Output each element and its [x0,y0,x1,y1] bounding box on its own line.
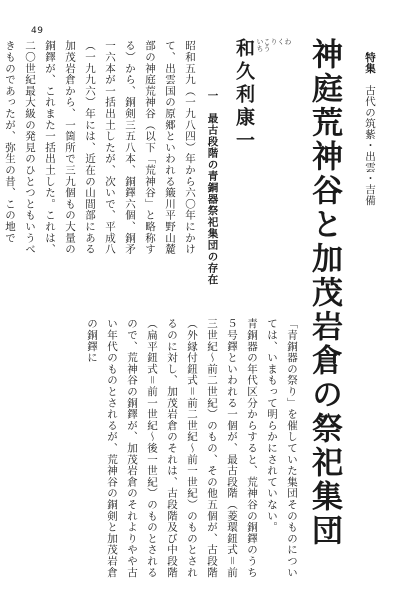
ruby-0: わ [284,38,292,45]
section-heading-text: 最古段階の青銅器祭祀集団の存在 [206,113,219,286]
ruby-3: こう [263,38,271,52]
section-number: 一 [206,90,219,102]
lower-paragraph: 青銅器の年代区分からすると、荒神谷の銅鐸のうち５号鐸といわれる一個が、最古段階（菱環鈕式＝前三世紀～前二世紀）のもの、その他五個が、古段階（外縁付鈕式＝前二世紀～前一世紀）のものとされるのに対し、加茂岩倉のそれは、古段階及び中段階（扁平鈕式＝前一世紀～後一世紀）のものとされるので、荒神谷の銅鐸が、加茂岩倉のそれよりやや古い年代のものとされるが、荒神谷の銅剣と加茂岩倉の銅鐸に [86,318,258,578]
ruby-4: いち [256,38,264,52]
body-text-lower [22,318,302,588]
feature-subtitle: 古代の筑紫・出雲・吉備 [364,85,376,206]
author-name: 和久利康一 [233,38,255,153]
feature-label: 特集 [364,52,376,74]
ruby-1: く [277,38,285,45]
article-title: 神庭荒神谷と加茂岩倉の祭祀集団 [306,38,342,548]
body-paragraph: 昭和五九（一九八四）年から六〇年にかけて、出雲国の原郷といわれる簸川平野山麓部の神庭荒神谷（以下「荒神谷」と略称する）から、銅剣三五八本、銅鐸六個、銅矛一六本が一括出土したが、次いで、平成八（一九九六）年には、近在の山間部にある加茂岩倉から、一箇所で三九個もの大量の銅鐸が、これまた一括出土した。これは、二〇世紀最大級の発見のひとつともいうべきものであったが、弥生の昔、この地で [4,40,196,255]
lower-paragraph: 「青銅器の祭り」を催していた集団そのものについては、いまもって明らかにされていない。 [266,318,298,578]
page-number: 49 [31,26,44,36]
body-text-upper [4,40,200,255]
ruby-2: り [270,38,278,45]
author-ruby [256,38,291,61]
feature-header [363,52,378,206]
section-heading [207,90,218,286]
